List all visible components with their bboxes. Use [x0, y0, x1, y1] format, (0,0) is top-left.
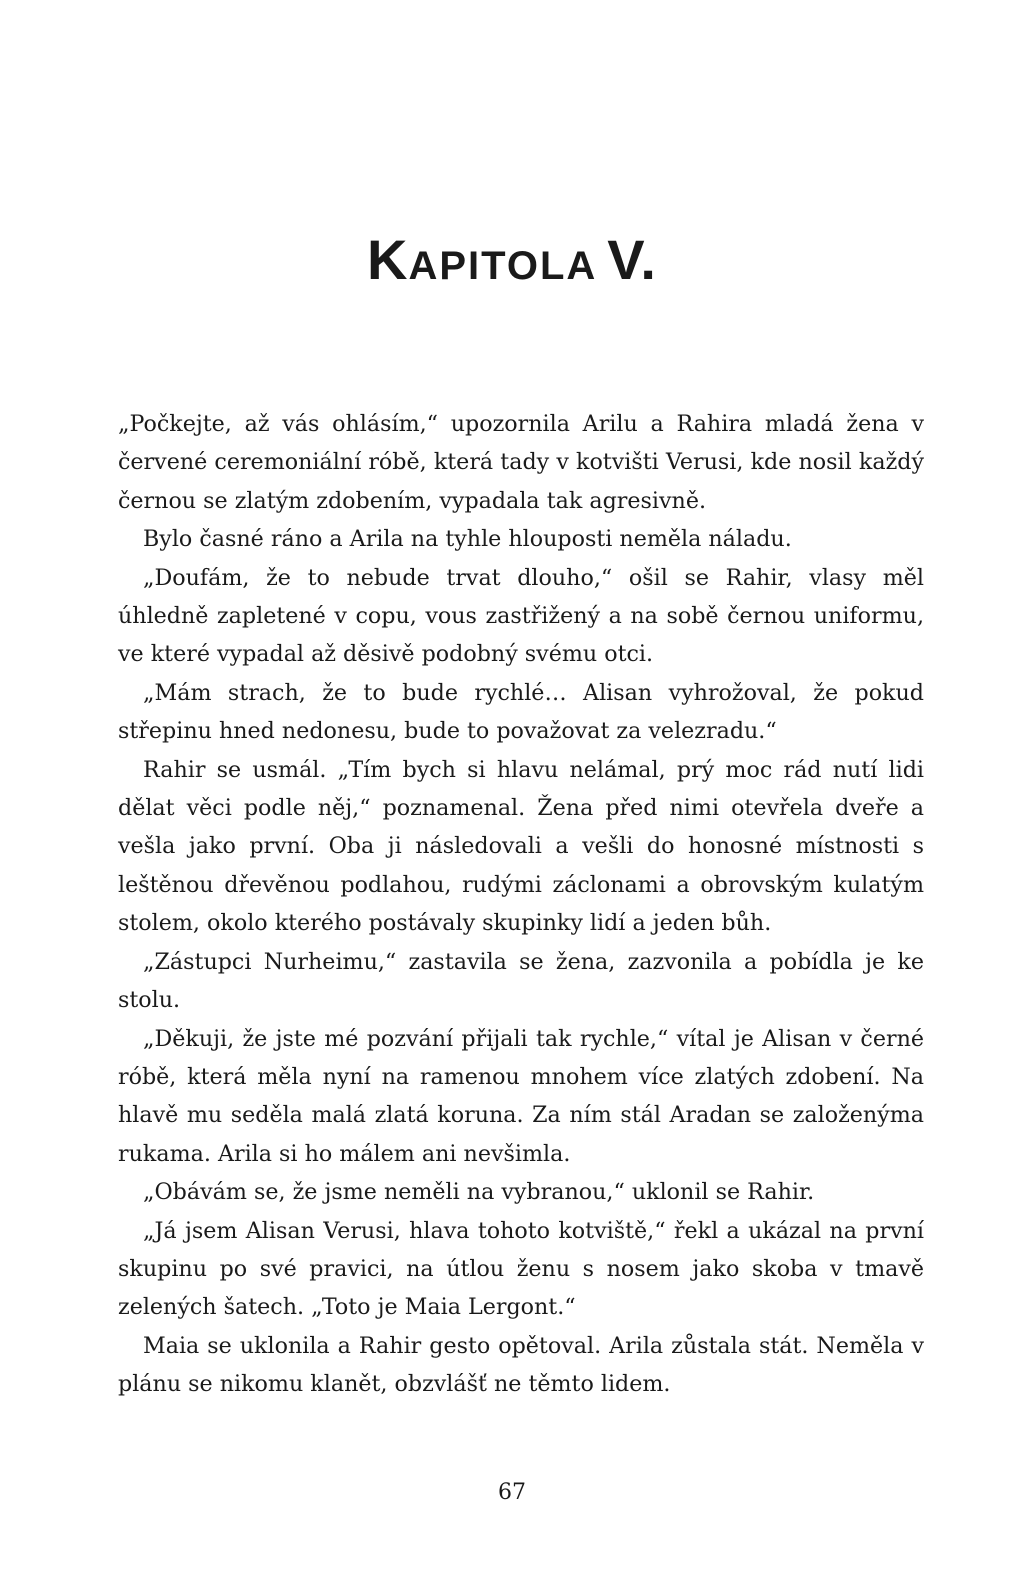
paragraph: „Děkuji, že jste mé pozvání přijali tak rychle,“ vítal je Alisan v černé róbě, která měla nyní na ramenou mnohem více zlatých zdobení. Na hlavě mu seděla malá zlatá koruna. Za ním stál Aradan se založenýma rukama. Arila si ho málem ani nevšimla.: [118, 1025, 924, 1167]
paragraph: „Zástupci Nurheimu,“ zastavila se žena, zazvonila a pobídla je ke stolu.: [118, 948, 924, 1014]
paragraph: „Já jsem Alisan Verusi, hlava tohoto kotviště,“ řekl a ukázal na první skupinu po své pravici, na útlou ženu s nosem jako skoba v tmavě zelených šatech. „Toto je Maia Lergont.“: [118, 1217, 924, 1321]
paragraph: „Obávám se, že jsme neměli na vybranou,“ uklonil se Rahir.: [143, 1179, 815, 1206]
chapter-title-initial: K: [367, 228, 409, 291]
chapter-title: [0, 228, 1024, 291]
paragraph: Rahir se usmál. „Tím bych si hlavu nelámal, prý moc rád nutí lidi dělat věci podle něj,“ poznamenal. Žena před nimi otevřela dveře a vešla jako první. Oba ji následovali a vešli do honosné místnosti s leštěnou dřevěnou podlahou, rudými záclonami a obrovským kulatým stolem, okolo kterého postávaly skupinky lidí a jeden bůh.: [118, 756, 924, 937]
chapter-number: V.: [607, 228, 657, 291]
paragraph: „Počkejte, až vás ohlásím,“ upozornila Arilu a Rahira mladá žena v červené ceremoniální róbě, která tady v kotvišti Verusi, kde nosil každý černou se zlatým zdobením, vypadala tak agresivně.: [118, 411, 924, 514]
page-number: 67: [498, 1480, 526, 1505]
paragraph: „Doufám, že to nebude trvat dlouho,“ ošil se Rahir, vlasy měl úhledně zapletené v copu, vous zastřižený a na sobě černou uniformu, ve které vypadal až děsivě podobný svému otci.: [118, 564, 924, 668]
chapter-title-word: APITOLA: [408, 244, 598, 288]
chapter-body: [118, 405, 924, 1404]
paragraph: Bylo časné ráno a Arila na tyhle hlouposti neměla náladu.: [143, 526, 792, 553]
paragraph: „Mám strach, že to bude rychlé… Alisan vyhrožoval, že pokud střepinu hned nedonesu, bude to považovat za velezradu.“: [118, 679, 924, 745]
paragraph: Maia se uklonila a Rahir gesto opětoval. Arila zůstala stát. Neměla v plánu se nikomu klanět, obzvlášť ne těmto lidem.: [118, 1332, 924, 1398]
